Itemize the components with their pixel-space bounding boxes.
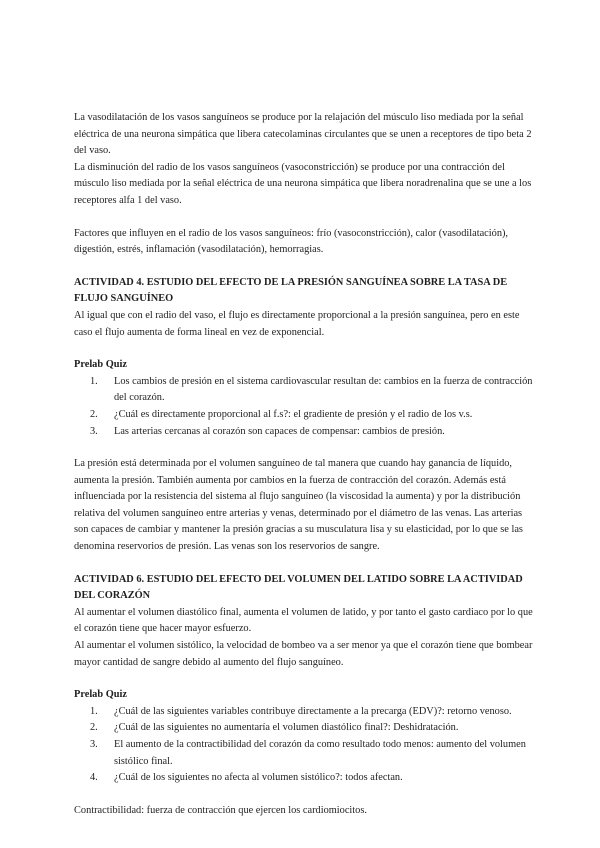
activity-4-quiz-list — [74, 374, 534, 440]
activity-4-pressure-paragraph: La presión está determinada por el volumen sanguíneo de tal manera que cuando hay ganancia de líquido, aumenta la presión. También aumenta por cambios en la fuerza de contracción del corazón. Además está influenciada por la resistencia del sistema al flujo sanguíneo (la viscosidad la aumenta) y por la distribución relativa del volumen sanguíneo entre arterias y venas, determinado por el diámetro de las venas. Las arterias son capaces de cambiar y mantener la presión gracias a su musculatura lisa y su elasticidad, por lo que se las denomina reservorios de presión. Las venas son los reservorios de sangre. — [74, 458, 523, 553]
activity-6-text-1: Al aumentar el volumen diastólico final, aumenta el volumen de latido, y por tanto el gasto cardiaco por lo que el corazón tiene que hacer mayor esfuerzo. — [74, 606, 533, 635]
list-number: 1. — [90, 375, 98, 387]
list-text: ¿Cuál de las siguientes no aumentaría el volumen diastólico final?: Deshidratación. — [114, 722, 459, 734]
list-text: ¿Cuál es directamente proporcional al f.s?: el gradiente de presión y el radio de los v.s. — [114, 408, 473, 420]
list-item — [74, 737, 534, 770]
intro-vasoconstriction: La disminución del radio de los vasos sanguíneos (vasoconstricción) se produce por una contracción del músculo liso mediada por la señal eléctrica de una neurona simpática que libera noradrenalina que se une a los receptores alfa 1 del vaso. — [74, 161, 532, 206]
list-item — [74, 407, 534, 424]
list-number: 3. — [90, 739, 98, 750]
list-text: ¿Cuál de las siguientes variables contribuye directamente a la precarga (EDV)?: retorno venoso. — [114, 705, 512, 717]
activity-6-text-2: Al aumentar el volumen sistólico, la velocidad de bombeo va a ser menor ya que el corazón tiene que bombear mayor cantidad de sangre debido al aumento del flujo sanguíneo. — [74, 640, 533, 668]
list-item — [74, 770, 534, 787]
contractibility-definition: Contractibilidad: fuerza de contracción que ejercen los cardiomiocitos. — [74, 804, 367, 816]
list-item — [74, 704, 534, 721]
list-item — [74, 720, 534, 737]
list-number: 4. — [90, 772, 98, 784]
list-text: El aumento de la contractibilidad del corazón da como resultado todo menos: aumento del volumen sistólico final. — [114, 739, 526, 767]
activity-4-quiz-title: Prelab Quiz — [74, 359, 127, 371]
intro-factors: Factores que influyen en el radio de los vasos sanguíneos: frío (vasoconstricción), calor (vasodilatación), digestión, estrés, inflamación (vasodilatación), hemorragias. — [74, 227, 509, 256]
list-number: 1. — [90, 705, 98, 717]
activity-6-heading: ACTIVIDAD 6. ESTUDIO DEL EFECTO DEL VOLUMEN DEL LATIDO SOBRE LA ACTIVIDAD DEL CORAZÓN — [74, 573, 523, 602]
activity-6-quiz-title: Prelab Quiz — [74, 689, 127, 701]
intro-vasodilatation: La vasodilatación de los vasos sanguíneos se produce por la relajación del músculo liso mediada por la señal eléctrica de una neurona simpática que libera catecolaminas circulantes que se unen a receptores de tipo beta 2 del vaso. — [74, 112, 532, 157]
list-text: Los cambios de presión en el sistema cardiovascular resultan de: cambios en la fuerza de contracción del corazón. — [114, 375, 533, 404]
list-number: 3. — [90, 425, 98, 437]
list-number: 2. — [90, 408, 98, 420]
list-text: ¿Cuál de los siguientes no afecta al volumen sistólico?: todos afectan. — [114, 772, 403, 784]
list-text: Las arterias cercanas al corazón son capaces de compensar: cambios de presión. — [114, 425, 445, 437]
activity-6-quiz-list — [74, 704, 534, 787]
list-item — [74, 424, 534, 441]
activity-4-heading: ACTIVIDAD 4. ESTUDIO DEL EFECTO DE LA PRESIÓN SANGUÍNEA SOBRE LA TASA DE FLUJO SANGUÍNEO — [74, 276, 508, 305]
list-number: 2. — [90, 722, 98, 734]
document-page — [74, 110, 534, 819]
activity-4-text: Al igual que con el radio del vaso, el flujo es directamente proporcional a la presión sanguínea, pero en este caso el flujo aumenta de forma lineal en vez de exponencial. — [74, 309, 520, 338]
list-item — [74, 374, 534, 407]
